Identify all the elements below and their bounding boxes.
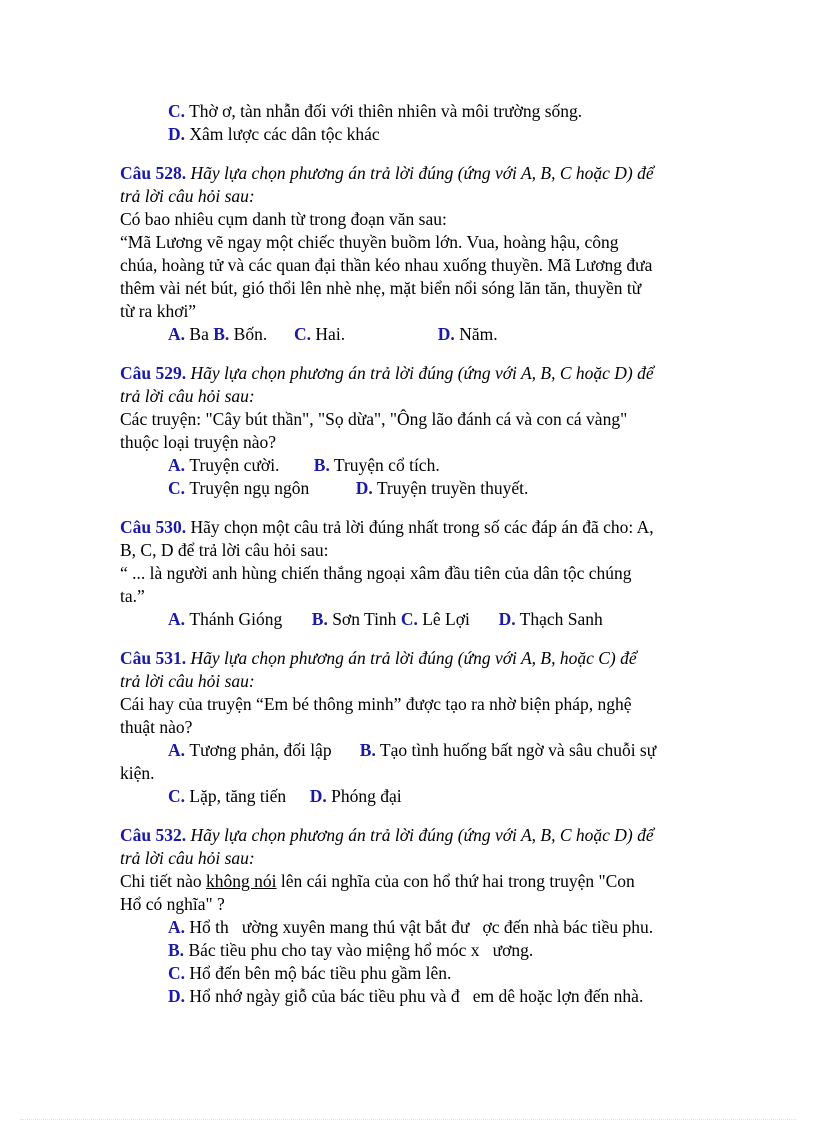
option-label: B. [168, 940, 185, 960]
option-text-continued: kiện. [120, 763, 155, 783]
options-row [120, 739, 700, 762]
question-stem [120, 870, 700, 893]
option-text: Bác tiều phu cho tay vào miệng hổ móc x ương. [188, 940, 534, 960]
question-stem: Hổ có nghĩa" ? [120, 894, 225, 914]
option-label: C. [400, 609, 418, 629]
option-text: Thạch Sanh [519, 609, 603, 629]
question-number: Câu 530. [120, 517, 187, 537]
question-quote: từ ra khơi” [120, 301, 197, 321]
question-instruction: Hãy lựa chọn phương án trả lời đúng (ứng với A, B, C hoặc D) để [190, 363, 654, 383]
option-d [120, 985, 700, 1008]
question-instruction: trả lời câu hỏi sau: [120, 386, 255, 406]
option-label: A. [168, 609, 186, 629]
option-label: D. [168, 124, 186, 144]
option-c [120, 100, 700, 123]
question-number: Câu 528. [120, 163, 187, 183]
question-quote: “ ... là người anh hùng chiến thắng ngoại xâm đầu tiên của dân tộc chúng [120, 563, 632, 583]
options-row [120, 454, 700, 477]
option-label: C. [168, 101, 186, 121]
question-quote: “Mã Lương vẽ ngay một chiếc thuyền buồm lớn. Vua, hoàng hậu, công [120, 232, 619, 252]
option-label: B. [213, 324, 230, 344]
option-label: C. [168, 478, 186, 498]
options-row [120, 323, 700, 346]
option-label: C. [168, 963, 186, 983]
option-text: Lặp, tăng tiến [189, 786, 287, 806]
question-instruction: B, C, D để trả lời câu hỏi sau: [120, 540, 329, 560]
option-label: D. [309, 786, 327, 806]
question-stem: thuật nào? [120, 717, 193, 737]
question-stem: Các truyện: "Cây bút thần", "Sọ dừa", "Ông lão đánh cá và con cá vàng" [120, 409, 628, 429]
question-instruction: Hãy chọn một câu trả lời đúng nhất trong số các đáp án đã cho: A, [190, 517, 654, 537]
option-label: A. [168, 455, 186, 475]
option-label: B. [311, 609, 328, 629]
option-text: Truyện truyền thuyết. [376, 478, 529, 498]
option-text: Truyện cổ tích. [333, 455, 440, 475]
options-row [120, 785, 700, 808]
option-text: Ba [189, 324, 209, 344]
question-instruction: trả lời câu hỏi sau: [120, 186, 255, 206]
option-label: D. [498, 609, 516, 629]
question-instruction: Hãy lựa chọn phương án trả lời đúng (ứng với A, B, C hoặc D) để [190, 825, 654, 845]
option-label: D. [355, 478, 373, 498]
stem-text: lên cái nghĩa của con hổ thứ hai trong truyện "Con [280, 871, 635, 891]
option-text: Hổ nhớ ngày giỗ của bác tiều phu và đ em dê hoặc lợn đến nhà. [189, 986, 644, 1006]
question-quote: ta.” [120, 586, 145, 606]
option-text: Hổ th ường xuyên mang thú vật bắt đư ợc đến nhà bác tiều phu. [189, 917, 654, 937]
question-number: Câu 529. [120, 363, 187, 383]
question-number: Câu 531. [120, 648, 187, 668]
options-row [120, 608, 700, 631]
option-text: Tạo tình huống bất ngờ và sâu chuỗi sự [379, 740, 657, 760]
question-number: Câu 532. [120, 825, 187, 845]
option-text: Hai. [315, 324, 346, 344]
page-bottom-divider [20, 1119, 796, 1120]
document-page [120, 100, 700, 1008]
option-text: Xâm lược các dân tộc khác [189, 124, 380, 144]
stem-text: Chi tiết nào [120, 871, 202, 891]
option-label: C. [294, 324, 312, 344]
question-532 [120, 824, 700, 1008]
option-text: Năm. [459, 324, 498, 344]
option-c [120, 962, 700, 985]
question-instruction: Hãy lựa chọn phương án trả lời đúng (ứng với A, B, hoặc C) để [190, 648, 637, 668]
option-label: C. [168, 786, 186, 806]
option-text: Lê Lợi [422, 609, 470, 629]
question-stem: thuộc loại truyện nào? [120, 432, 276, 452]
option-d [120, 123, 700, 146]
question-stem: Có bao nhiêu cụm danh từ trong đoạn văn sau: [120, 209, 447, 229]
question-531 [120, 647, 700, 808]
option-a [120, 916, 700, 939]
option-label: B. [359, 740, 376, 760]
question-530 [120, 516, 700, 631]
option-text: Truyện cười. [189, 455, 280, 475]
option-label: A. [168, 324, 186, 344]
option-text: Tương phản, đối lập [189, 740, 332, 760]
question-instruction: trả lời câu hỏi sau: [120, 848, 255, 868]
option-text: Thánh Gióng [189, 609, 283, 629]
question-instruction: trả lời câu hỏi sau: [120, 671, 255, 691]
option-label: A. [168, 740, 186, 760]
option-label: D. [168, 986, 186, 1006]
option-text: Truyện ngụ ngôn [189, 478, 310, 498]
question-quote: chúa, hoàng tử và các quan đại thần kéo nhau xuống thuyền. Mã Lương đưa [120, 255, 653, 275]
option-text: Phóng đại [331, 786, 402, 806]
option-label: D. [437, 324, 455, 344]
options-row [120, 477, 700, 500]
option-b [120, 939, 700, 962]
option-label: A. [168, 917, 186, 937]
option-text: Bốn. [233, 324, 268, 344]
stem-underlined-text: không nói [206, 871, 277, 891]
option-label: B. [313, 455, 330, 475]
question-instruction: Hãy lựa chọn phương án trả lời đúng (ứng với A, B, C hoặc D) để [190, 163, 654, 183]
option-text: Thờ ơ, tàn nhẫn đối với thiên nhiên và môi trường sống. [189, 101, 583, 121]
option-text: Sơn Tinh [332, 609, 397, 629]
question-quote: thêm vài nét bút, gió thổi lên nhè nhẹ, mặt biển nổi sóng lăn tăn, thuyền từ [120, 278, 642, 298]
question-529 [120, 362, 700, 500]
question-stem: Cái hay của truyện “Em bé thông minh” được tạo ra nhờ biện pháp, nghệ [120, 694, 632, 714]
option-text: Hổ đến bên mộ bác tiều phu gầm lên. [189, 963, 452, 983]
question-528 [120, 162, 700, 346]
